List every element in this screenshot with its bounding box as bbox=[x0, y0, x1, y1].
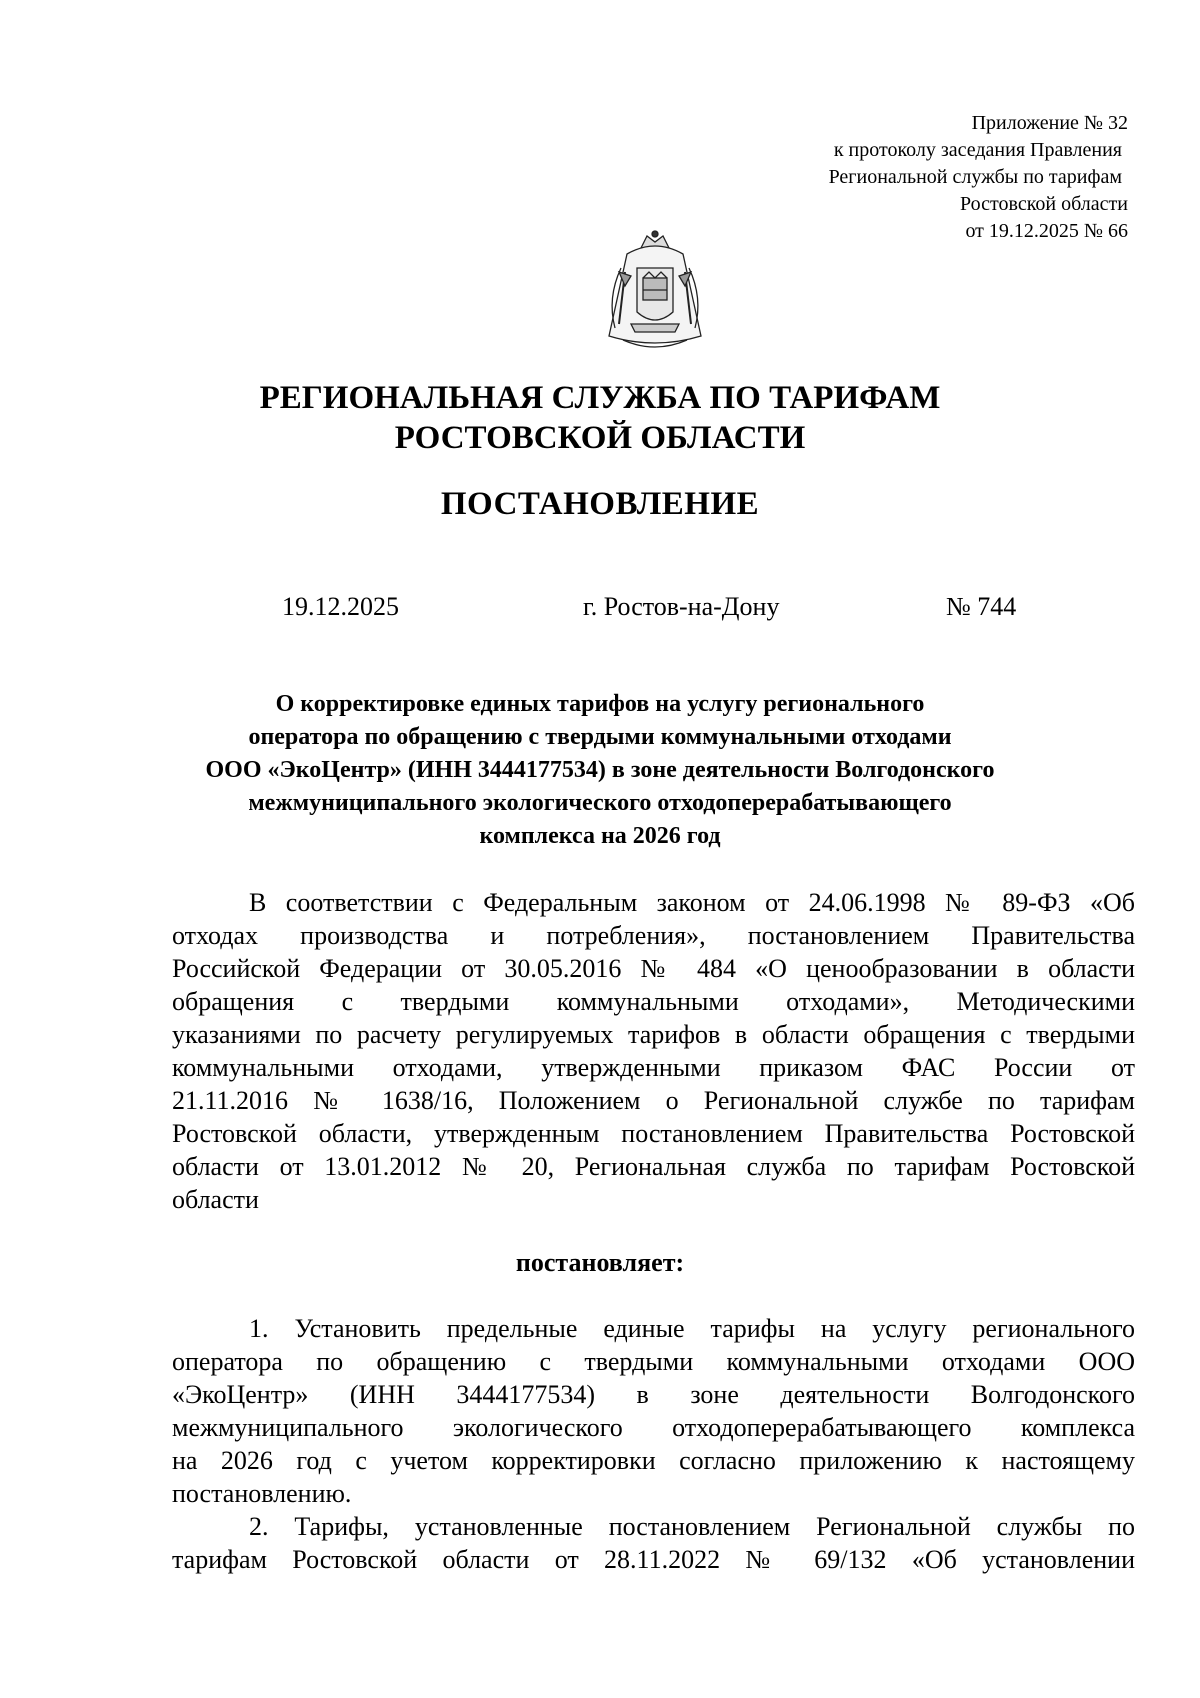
annex-line: от 19.12.2025 № 66 bbox=[965, 220, 1128, 242]
text-line: Российской Федерации от 30.05.2016 № 484 «О ценообразовании в области bbox=[172, 954, 1135, 983]
document-subject bbox=[170, 688, 1030, 853]
text-line: Ростовской области, утвержденным постановлением Правительства Ростовской bbox=[172, 1119, 1135, 1148]
text-line: 21.11.2016 № 1638/16, Положением о Региональной службе по тарифам bbox=[172, 1086, 1135, 1115]
text-line: оператора по обращению с твердыми коммунальными отходами ООО bbox=[172, 1347, 1135, 1376]
resolves-heading: постановляет: bbox=[515, 1248, 685, 1277]
organization-line: РОСТОВСКОЙ ОБЛАСТИ bbox=[394, 420, 806, 456]
document-city: г. Ростов-на-Дону bbox=[583, 592, 780, 621]
preamble-paragraph bbox=[172, 886, 1135, 1216]
document-date: 19.12.2025 bbox=[282, 592, 399, 621]
annex-line: Региональной службы по тарифам bbox=[828, 166, 1122, 188]
clauses-body bbox=[172, 1312, 1135, 1576]
text-line: 2. Тарифы, установленные постановлением Региональной службы по bbox=[249, 1512, 1135, 1541]
text-line: 1. Установить предельные единые тарифы на услугу регионального bbox=[249, 1314, 1135, 1343]
text-line: обращения с твердыми коммунальными отходами», Методическими bbox=[172, 987, 1135, 1016]
document-number: № 744 bbox=[946, 592, 1017, 621]
text-line: области bbox=[172, 1185, 259, 1214]
text-line: на 2026 год с учетом корректировки согласно приложению к настоящему bbox=[172, 1446, 1135, 1475]
document-type: ПОСТАНОВЛЕНИЕ bbox=[440, 486, 760, 522]
text-line: коммунальными отходами, утвержденными приказом ФАС России от bbox=[172, 1053, 1135, 1082]
text-line: отходах производства и потребления», постановлением Правительства bbox=[172, 921, 1135, 950]
coat-of-arms-icon bbox=[597, 228, 713, 358]
text-line: постановлению. bbox=[172, 1479, 352, 1508]
annex-line: Приложение № 32 bbox=[971, 112, 1128, 134]
subject-line: межмуниципального экологического отходоперерабатывающего bbox=[248, 790, 952, 816]
subject-line: оператора по обращению с твердыми коммунальными отходами bbox=[248, 724, 952, 750]
organization-title bbox=[0, 378, 1200, 458]
subject-line: ООО «ЭкоЦентр» (ИНН 3444177534) в зоне деятельности Волгодонского bbox=[205, 757, 995, 783]
text-line: межмуниципального экологического отходоперерабатывающего комплекса bbox=[172, 1413, 1135, 1442]
annex-reference bbox=[688, 110, 1128, 245]
text-line: «ЭкоЦентр» (ИНН 3444177534) в зоне деятельности Волгодонского bbox=[172, 1380, 1135, 1409]
annex-line: к протоколу заседания Правления bbox=[833, 139, 1122, 161]
text-line: указаниями по расчету регулируемых тарифов в области обращения с твердыми bbox=[172, 1020, 1135, 1049]
text-line: области от 13.01.2012 № 20, Региональная служба по тарифам Ростовской bbox=[172, 1152, 1135, 1181]
text-line: тарифам Ростовской области от 28.11.2022 № 69/132 «Об установлении bbox=[172, 1545, 1135, 1574]
annex-line: Ростовской области bbox=[960, 193, 1128, 215]
organization-line: РЕГИОНАЛЬНАЯ СЛУЖБА ПО ТАРИФАМ bbox=[259, 380, 941, 416]
subject-line: комплекса на 2026 год bbox=[479, 823, 721, 849]
text-line: В соответствии с Федеральным законом от 24.06.1998 № 89-ФЗ «Об bbox=[249, 888, 1135, 917]
subject-line: О корректировке единых тарифов на услугу регионального bbox=[275, 691, 925, 717]
